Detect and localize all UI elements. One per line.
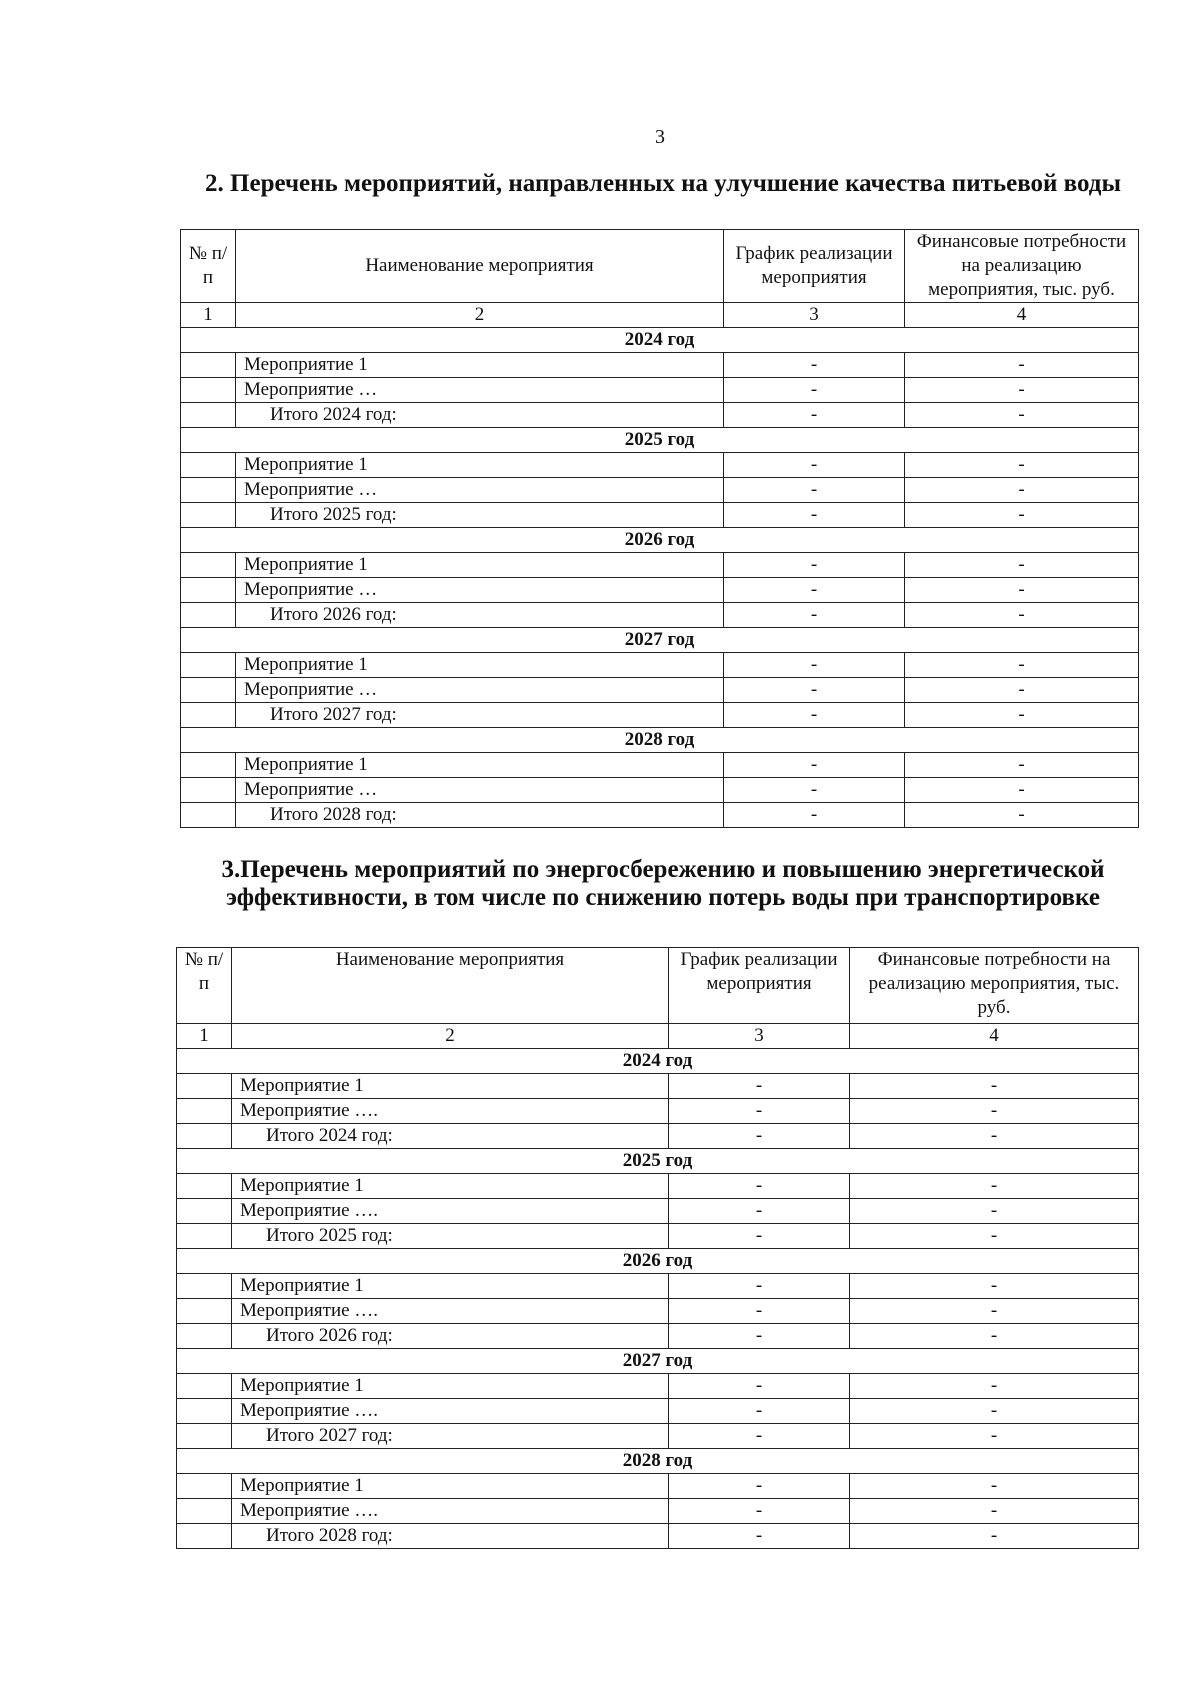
total-row	[181, 503, 1139, 528]
header-finance: Финансовые потребности на реализацию мероприятия, тыс. руб.	[850, 948, 1139, 1024]
total-label: Итого 2027 год:	[232, 1424, 669, 1449]
year-label: 2025 год	[177, 1149, 1139, 1174]
year-row	[181, 328, 1139, 353]
column-number: 4	[850, 1024, 1139, 1049]
measure-name: Мероприятие …	[236, 478, 724, 503]
measure-name: Мероприятие 1	[236, 753, 724, 778]
schedule-value: -	[724, 603, 905, 628]
column-number-row	[181, 303, 1139, 328]
table-row	[177, 1299, 1139, 1324]
table-row	[181, 478, 1139, 503]
finance-value: -	[905, 378, 1139, 403]
measure-name: Мероприятие ….	[232, 1099, 669, 1124]
row-number-cell	[177, 1224, 232, 1249]
table-row	[181, 778, 1139, 803]
energy-saving-measures-table	[176, 947, 1139, 1549]
finance-value: -	[850, 1499, 1139, 1524]
column-number: 2	[236, 303, 724, 328]
schedule-value: -	[724, 803, 905, 828]
schedule-value: -	[724, 703, 905, 728]
total-label: Итого 2027 год:	[236, 703, 724, 728]
total-label: Итого 2026 год:	[236, 603, 724, 628]
total-row	[181, 803, 1139, 828]
finance-value: -	[905, 803, 1139, 828]
total-row	[181, 603, 1139, 628]
row-number-cell	[177, 1074, 232, 1099]
year-label: 2028 год	[181, 728, 1139, 753]
schedule-value: -	[669, 1124, 850, 1149]
total-label: Итого 2025 год:	[236, 503, 724, 528]
row-number-cell	[177, 1474, 232, 1499]
schedule-value: -	[669, 1499, 850, 1524]
finance-value: -	[905, 553, 1139, 578]
row-number-cell	[177, 1274, 232, 1299]
total-row	[177, 1324, 1139, 1349]
schedule-value: -	[724, 453, 905, 478]
row-number-cell	[177, 1499, 232, 1524]
table-row	[181, 353, 1139, 378]
table-row	[177, 1074, 1139, 1099]
finance-value: -	[850, 1174, 1139, 1199]
section-title-water-quality: 2. Перечень мероприятий, направленных на улучшение качества питьевой воды	[205, 170, 1121, 197]
row-number-cell	[181, 553, 236, 578]
table-row	[177, 1399, 1139, 1424]
schedule-value: -	[669, 1074, 850, 1099]
total-row	[177, 1524, 1139, 1549]
schedule-value: -	[669, 1299, 850, 1324]
measure-name: Мероприятие ….	[232, 1199, 669, 1224]
row-number-cell	[177, 1174, 232, 1199]
table-row	[181, 578, 1139, 603]
table-row	[177, 1099, 1139, 1124]
row-number-cell	[177, 1124, 232, 1149]
finance-value: -	[905, 678, 1139, 703]
row-number-cell	[181, 378, 236, 403]
year-row	[181, 628, 1139, 653]
total-label: Итого 2024 год:	[236, 403, 724, 428]
row-number-cell	[177, 1324, 232, 1349]
row-number-cell	[181, 353, 236, 378]
row-number-cell	[181, 503, 236, 528]
measure-name: Мероприятие ….	[232, 1299, 669, 1324]
row-number-cell	[177, 1299, 232, 1324]
total-row	[181, 403, 1139, 428]
year-label: 2028 год	[177, 1449, 1139, 1474]
measure-name: Мероприятие …	[236, 778, 724, 803]
measure-name: Мероприятие ….	[232, 1499, 669, 1524]
header-num: № п/п	[177, 948, 232, 1024]
table-body	[181, 303, 1139, 828]
schedule-value: -	[724, 378, 905, 403]
measure-name: Мероприятие 1	[232, 1174, 669, 1199]
schedule-value: -	[669, 1199, 850, 1224]
finance-value: -	[850, 1299, 1139, 1324]
header-name: Наименование мероприятия	[232, 948, 669, 1024]
row-number-cell	[177, 1374, 232, 1399]
row-number-cell	[181, 703, 236, 728]
year-label: 2027 год	[177, 1349, 1139, 1374]
header-schedule: График реализации мероприятия	[724, 230, 905, 303]
finance-value: -	[850, 1474, 1139, 1499]
finance-value: -	[850, 1274, 1139, 1299]
header-name: Наименование мероприятия	[236, 230, 724, 303]
measure-name: Мероприятие …	[236, 578, 724, 603]
measure-name: Мероприятие 1	[232, 1374, 669, 1399]
column-number: 1	[181, 303, 236, 328]
finance-value: -	[850, 1424, 1139, 1449]
row-number-cell	[181, 578, 236, 603]
finance-value: -	[905, 703, 1139, 728]
table-row	[177, 1474, 1139, 1499]
year-row	[177, 1249, 1139, 1274]
measure-name: Мероприятие 1	[236, 653, 724, 678]
schedule-value: -	[669, 1374, 850, 1399]
finance-value: -	[850, 1099, 1139, 1124]
finance-value: -	[905, 503, 1139, 528]
total-row	[181, 703, 1139, 728]
column-number: 3	[724, 303, 905, 328]
year-row	[177, 1349, 1139, 1374]
column-number-row	[177, 1024, 1139, 1049]
finance-value: -	[905, 753, 1139, 778]
schedule-value: -	[724, 578, 905, 603]
column-number: 2	[232, 1024, 669, 1049]
table-row	[177, 1499, 1139, 1524]
table-row	[181, 553, 1139, 578]
schedule-value: -	[724, 753, 905, 778]
table-row	[177, 1274, 1139, 1299]
finance-value: -	[905, 578, 1139, 603]
year-label: 2026 год	[177, 1249, 1139, 1274]
year-label: 2024 год	[177, 1049, 1139, 1074]
year-row	[181, 428, 1139, 453]
year-label: 2027 год	[181, 628, 1139, 653]
table-body	[177, 1024, 1139, 1549]
total-row	[177, 1224, 1139, 1249]
table-row	[181, 453, 1139, 478]
finance-value: -	[850, 1324, 1139, 1349]
schedule-value: -	[669, 1324, 850, 1349]
row-number-cell	[181, 753, 236, 778]
schedule-value: -	[669, 1099, 850, 1124]
measure-name: Мероприятие 1	[236, 553, 724, 578]
row-number-cell	[181, 653, 236, 678]
table-row	[181, 678, 1139, 703]
total-label: Итого 2026 год:	[232, 1324, 669, 1349]
year-label: 2024 год	[181, 328, 1139, 353]
row-number-cell	[181, 778, 236, 803]
schedule-value: -	[669, 1424, 850, 1449]
measure-name: Мероприятие …	[236, 378, 724, 403]
measure-name: Мероприятие ….	[232, 1399, 669, 1424]
schedule-value: -	[724, 353, 905, 378]
table-header-row	[181, 230, 1139, 303]
finance-value: -	[850, 1524, 1139, 1549]
schedule-value: -	[669, 1399, 850, 1424]
finance-value: -	[905, 778, 1139, 803]
year-row	[177, 1449, 1139, 1474]
year-label: 2025 год	[181, 428, 1139, 453]
schedule-value: -	[724, 553, 905, 578]
schedule-value: -	[724, 403, 905, 428]
table-row	[181, 653, 1139, 678]
row-number-cell	[181, 478, 236, 503]
finance-value: -	[850, 1124, 1139, 1149]
year-row	[181, 728, 1139, 753]
table-row	[177, 1374, 1139, 1399]
table-row	[177, 1199, 1139, 1224]
total-row	[177, 1424, 1139, 1449]
year-row	[177, 1049, 1139, 1074]
row-number-cell	[177, 1199, 232, 1224]
row-number-cell	[181, 678, 236, 703]
finance-value: -	[850, 1074, 1139, 1099]
row-number-cell	[177, 1399, 232, 1424]
column-number: 4	[905, 303, 1139, 328]
finance-value: -	[905, 403, 1139, 428]
table-header-row	[177, 948, 1139, 1024]
row-number-cell	[177, 1424, 232, 1449]
schedule-value: -	[724, 478, 905, 503]
schedule-value: -	[724, 653, 905, 678]
water-quality-measures-table	[180, 229, 1139, 828]
finance-value: -	[905, 653, 1139, 678]
finance-value: -	[850, 1399, 1139, 1424]
schedule-value: -	[669, 1474, 850, 1499]
schedule-value: -	[669, 1174, 850, 1199]
header-finance: Финансовые потребности на реализацию мероприятия, тыс. руб.	[905, 230, 1139, 303]
schedule-value: -	[724, 503, 905, 528]
page-number: 3	[655, 126, 665, 148]
finance-value: -	[850, 1374, 1139, 1399]
schedule-value: -	[724, 678, 905, 703]
column-number: 3	[669, 1024, 850, 1049]
year-row	[181, 528, 1139, 553]
row-number-cell	[181, 453, 236, 478]
finance-value: -	[905, 453, 1139, 478]
measure-name: Мероприятие 1	[236, 453, 724, 478]
year-label: 2026 год	[181, 528, 1139, 553]
schedule-value: -	[669, 1274, 850, 1299]
row-number-cell	[181, 403, 236, 428]
row-number-cell	[181, 803, 236, 828]
table-row	[181, 378, 1139, 403]
measure-name: Мероприятие …	[236, 678, 724, 703]
schedule-value: -	[669, 1524, 850, 1549]
finance-value: -	[905, 603, 1139, 628]
header-num: № п/п	[181, 230, 236, 303]
table-row	[181, 753, 1139, 778]
row-number-cell	[177, 1099, 232, 1124]
column-number: 1	[177, 1024, 232, 1049]
total-label: Итого 2024 год:	[232, 1124, 669, 1149]
row-number-cell	[181, 603, 236, 628]
finance-value: -	[905, 478, 1139, 503]
finance-value: -	[850, 1199, 1139, 1224]
year-row	[177, 1149, 1139, 1174]
table-row	[177, 1174, 1139, 1199]
finance-value: -	[905, 353, 1139, 378]
section-title-energy-saving: 3.Перечень мероприятий по энергосбережению и повышению энергетической эффективности, в том числе по снижению потерь воды при транспортировке	[221, 856, 1105, 911]
header-schedule: График реализации мероприятия	[669, 948, 850, 1024]
total-label: Итого 2028 год:	[232, 1524, 669, 1549]
total-row	[177, 1124, 1139, 1149]
measure-name: Мероприятие 1	[232, 1074, 669, 1099]
total-label: Итого 2028 год:	[236, 803, 724, 828]
finance-value: -	[850, 1224, 1139, 1249]
measure-name: Мероприятие 1	[232, 1274, 669, 1299]
measure-name: Мероприятие 1	[232, 1474, 669, 1499]
schedule-value: -	[724, 778, 905, 803]
schedule-value: -	[669, 1224, 850, 1249]
measure-name: Мероприятие 1	[236, 353, 724, 378]
row-number-cell	[177, 1524, 232, 1549]
total-label: Итого 2025 год:	[232, 1224, 669, 1249]
